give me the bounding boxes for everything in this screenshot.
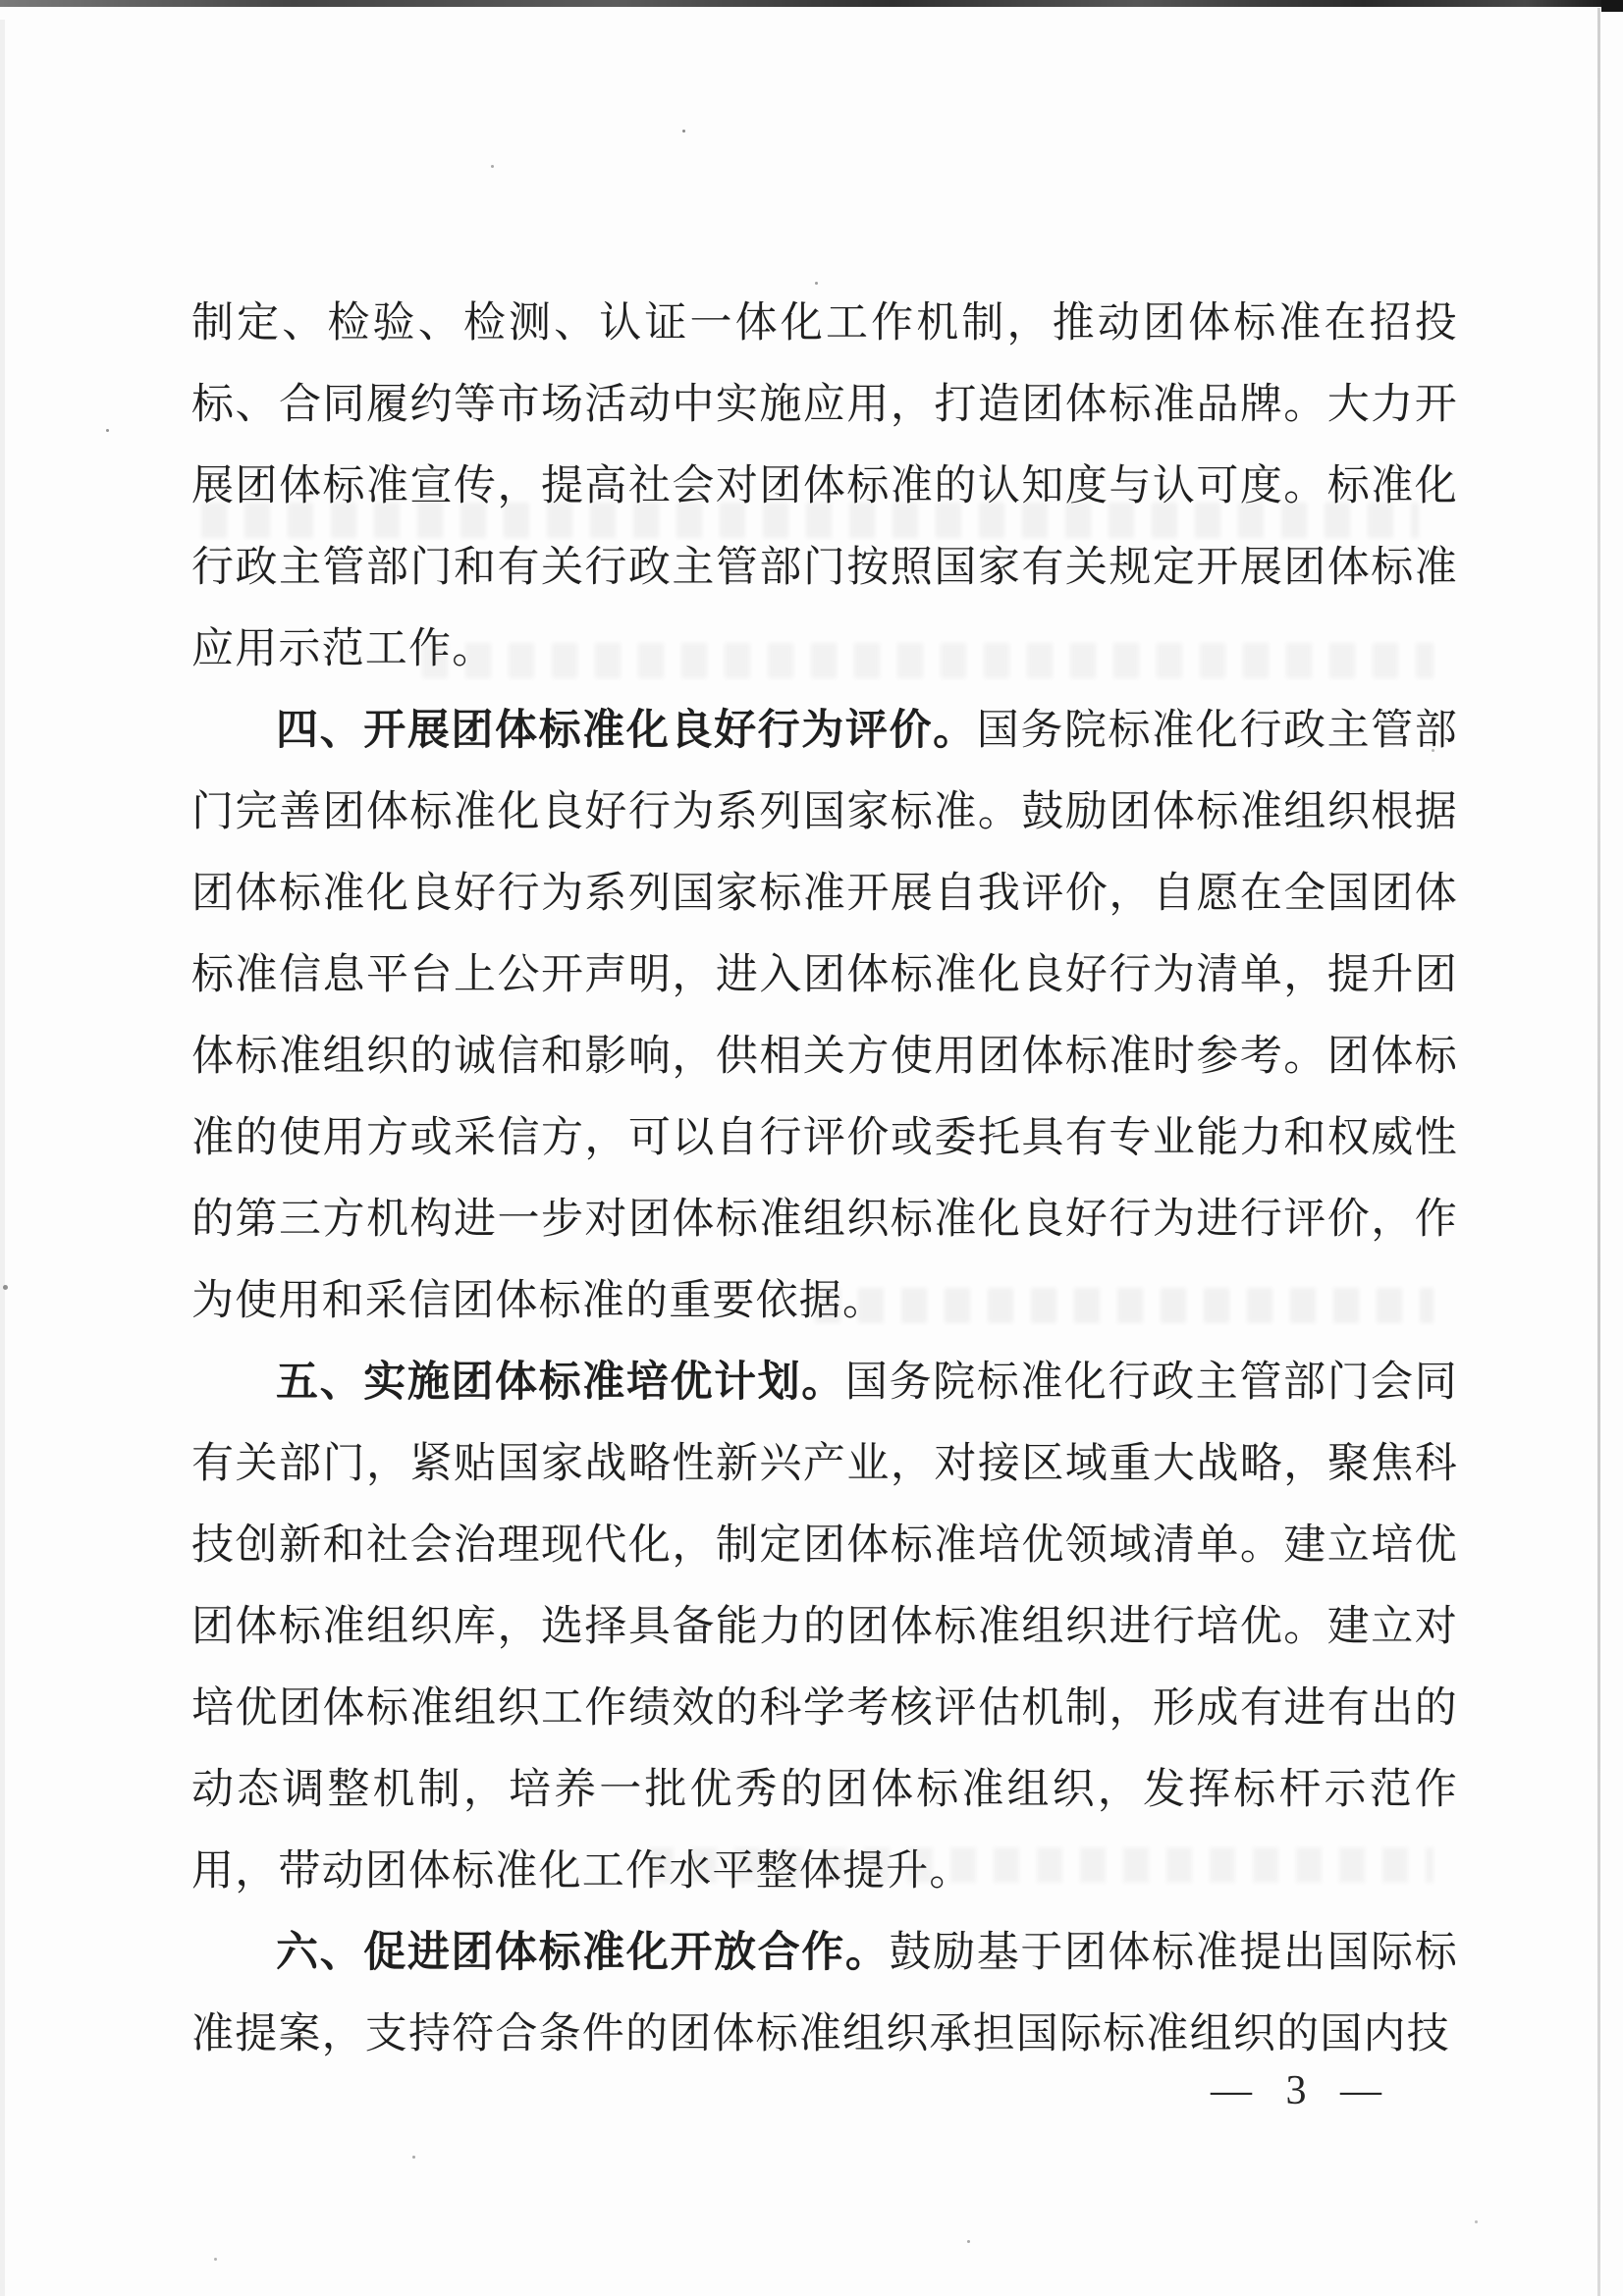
paragraph-section-6 (191, 1912, 1458, 2075)
paragraph-text: 国务院标准化行政主管部门完善团体标准化良好行为系列国家标准。鼓励团体标准组织根据团体标准化良好行为系列国家标准开展自我评价，自愿在全国团体标准信息平台上公开声明，进入团体标准化良好行为清单，提升团体标准组织的诚信和影响，供相关方使用团体标准时参考。团体标准的使用方或采信方，可以自行评价或委托具有专业能力和权威性的第三方机构进一步对团体标准组织标准化良好行为进行评价，作为使用和采信团体标准的重要依据。 (191, 708, 1458, 1324)
paragraph-section-5 (191, 1342, 1458, 1912)
paragraph-section-4 (191, 690, 1458, 1342)
paragraph-text: 制定、检验、检测、认证一体化工作机制，推动团体标准在招投标、合同履约等市场活动中实施应用，打造团体标准品牌。大力开展团体标准宣传，提高社会对团体标准的认知度与认可度。标准化行政主管部门和有关行政主管部门按照国家有关规定开展团体标准应用示范工作。 (191, 300, 1458, 672)
paragraph-text: 鼓励基于团体标准提出国际标准提案，支持符合条件的团体标准组织承担国际标准组织的国内技 (191, 1930, 1458, 2057)
scan-artifact-top-edge (0, 0, 1623, 7)
scan-ink-specks (0, 0, 3, 3)
scan-artifact-paper-right-edge (1597, 8, 1600, 2296)
section-5-heading: 五、实施团体标准培优计划。 (276, 1360, 845, 1406)
section-4-heading: 四、开展团体标准化良好行为评价。 (276, 708, 977, 754)
document-body (191, 283, 1458, 2075)
paragraph-continuation (191, 283, 1458, 690)
section-6-heading: 六、促进团体标准化开放合作。 (276, 1930, 890, 1976)
scan-artifact-paper-left-edge (0, 20, 5, 2296)
page-number: — 3 — (1211, 2068, 1385, 2113)
scan-artifact-top-right-corner (1601, 0, 1623, 12)
paragraph-text: 国务院标准化行政主管部门会同有关部门，紧贴国家战略性新兴产业，对接区域重大战略，聚焦科技创新和社会治理现代化，制定团体标准培优领域清单。建立培优团体标准组织库，选择具备能力的团体标准组织进行培优。建立对培优团体标准组织工作绩效的科学考核评估机制，形成有进有出的动态调整机制，培养一批优秀的团体标准组织，发挥标杆示范作用，带动团体标准化工作水平整体提升。 (191, 1360, 1458, 1895)
